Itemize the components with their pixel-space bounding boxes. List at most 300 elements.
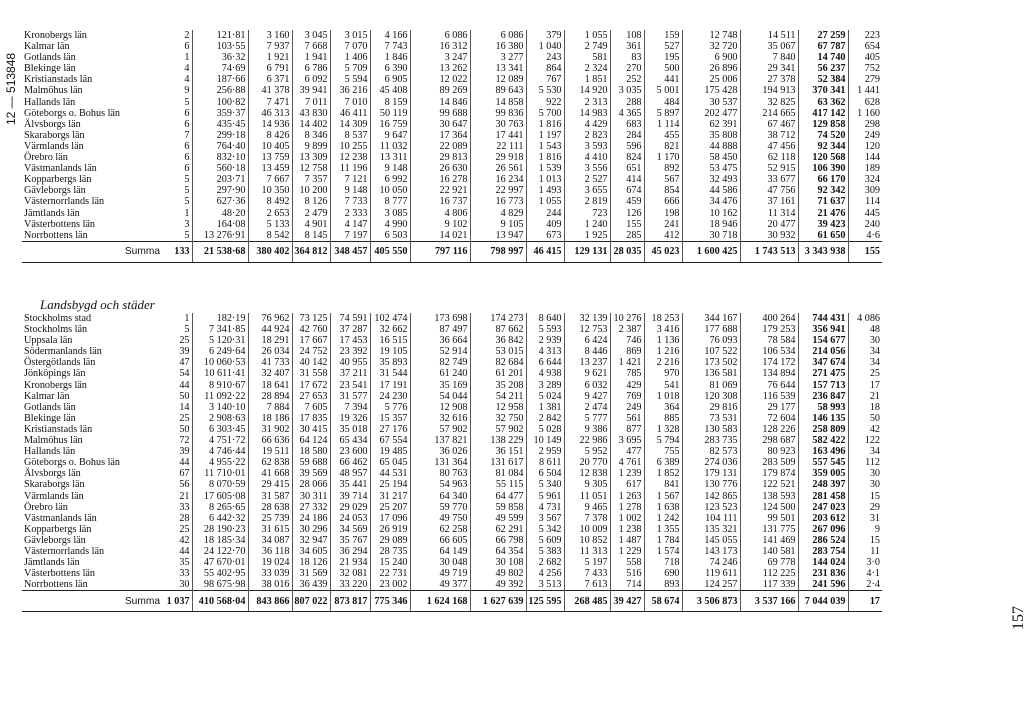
cell-value: 1 242 — [644, 513, 682, 524]
table-row — [22, 335, 882, 346]
cell-value: 33 220 — [330, 579, 370, 591]
cell-value: 299·18 — [192, 130, 248, 141]
table-row — [22, 380, 882, 391]
cell-value: 824 — [610, 152, 644, 163]
cell-value: 673 — [526, 230, 564, 242]
sum-value: 380 402 — [248, 241, 292, 262]
cell-value: 755 — [644, 446, 682, 457]
cell-value: 42 760 — [292, 324, 330, 335]
sum-value: 1 624 168 — [410, 591, 470, 612]
cell-value: 34 — [869, 357, 880, 369]
sum-value: 268 485 — [564, 591, 610, 612]
cell-value: 885 — [644, 413, 682, 424]
cell-value: 64 477 — [470, 491, 526, 502]
cell-value: 44 888 — [682, 141, 740, 152]
cell-value: 34 605 — [292, 546, 330, 557]
county-name: Västmanlands län — [24, 163, 97, 175]
table-row — [22, 41, 882, 52]
cell-value: 6 086 — [410, 30, 470, 41]
cell-value: 561 — [610, 413, 644, 424]
cell-value: 17 835 — [292, 413, 330, 424]
sum-value: 775 346 — [370, 591, 410, 612]
cell-value: 1 055 — [564, 30, 610, 41]
cell-value: 9 102 — [410, 219, 470, 230]
cell-value: 27 176 — [370, 424, 410, 435]
cell-value: 690 — [644, 568, 682, 579]
table-row — [22, 479, 882, 490]
cell-value: 2 939 — [526, 335, 564, 346]
sum-value: 797 116 — [410, 241, 470, 262]
table-row — [22, 196, 882, 207]
cell-value: 36 664 — [410, 335, 470, 346]
cell-value: 12 908 — [410, 402, 470, 413]
cell-value: 1 355 — [644, 524, 682, 535]
cell-value: 7 357 — [292, 174, 330, 185]
cell-value: 445 — [864, 207, 880, 219]
cell-value: 34 — [869, 446, 880, 458]
cell-value: 47 — [162, 357, 192, 368]
cell-value: 6 503 — [370, 230, 410, 242]
cell-value: 16 773 — [470, 196, 526, 207]
cell-value: 1 055 — [526, 196, 564, 207]
cell-value: 6 — [162, 41, 192, 52]
table-row — [22, 368, 882, 379]
cell-value: 683 — [610, 119, 644, 130]
cell-value: 203·71 — [192, 174, 248, 185]
table-row — [22, 141, 882, 152]
cell-value: 74 520 — [798, 130, 848, 141]
cell-value: 17 191 — [370, 380, 410, 391]
cell-value: 7 733 — [330, 196, 370, 207]
cell-value: 29 341 — [740, 63, 798, 74]
cell-value: 24 122·70 — [192, 546, 248, 557]
cell-value: 5 — [162, 97, 192, 108]
cell-value: 4 429 — [564, 119, 610, 130]
cell-value: 1 — [162, 313, 192, 324]
cell-value: 25 207 — [370, 502, 410, 513]
cell-value: 140 581 — [740, 546, 798, 557]
cell-value: 137 821 — [410, 435, 470, 446]
cell-value: 1 487 — [610, 535, 644, 546]
cell-value: 6 390 — [370, 63, 410, 74]
cell-value: 18 291 — [248, 335, 292, 346]
cell-value: 134 894 — [740, 368, 798, 379]
sum-value: 3 537 166 — [740, 591, 798, 612]
cell-value: 8 426 — [248, 130, 292, 141]
cell-value: 154 677 — [798, 335, 848, 346]
cell-value: 4 761 — [610, 457, 644, 468]
cell-value: 527 — [644, 41, 682, 52]
cell-value: 10 200 — [292, 185, 330, 196]
county-name: Blekinge län — [24, 63, 76, 75]
cell-value: 36 216 — [330, 85, 370, 96]
cell-value: 38 712 — [740, 130, 798, 141]
cell-value: 4 746·44 — [192, 446, 248, 457]
county-name: Jämtlands län — [24, 557, 80, 569]
cell-value: 5 — [162, 230, 192, 242]
cell-value: 120 308 — [682, 391, 740, 402]
sum-value: 133 — [162, 241, 192, 262]
table-row — [22, 535, 882, 546]
cell-value: 223 — [864, 30, 880, 41]
cell-value: 126 — [610, 208, 644, 219]
cell-value: 44 — [162, 457, 192, 468]
cell-value: 112 225 — [740, 568, 798, 579]
cell-value: 1 160 — [857, 107, 880, 119]
county-name: Jönköpings län — [24, 368, 86, 380]
cell-value: 31 544 — [370, 368, 410, 379]
table-row — [22, 457, 882, 468]
cell-value: 73 125 — [292, 313, 330, 324]
cell-value: 764·40 — [192, 141, 248, 152]
county-name: Göteborgs o. Bohus län — [24, 457, 121, 469]
table-row — [22, 568, 882, 579]
cell-value: 30 — [869, 479, 880, 491]
cell-value: 4 410 — [564, 152, 610, 163]
table-row — [22, 546, 882, 557]
cell-value: 6 786 — [292, 63, 330, 74]
cell-value: 55 115 — [470, 479, 526, 490]
cell-value: 26 919 — [370, 524, 410, 535]
cell-value: 144 024 — [798, 557, 848, 568]
cell-value: 71 637 — [798, 196, 848, 207]
cell-value: 39 941 — [292, 85, 330, 96]
cell-value: 22 111 — [470, 141, 526, 152]
cell-value: 18 946 — [682, 219, 740, 230]
cell-value: 746 — [610, 335, 644, 346]
cell-value: 6 032 — [564, 380, 610, 391]
cell-value: 10 276 — [610, 313, 644, 324]
cell-value: 13 341 — [470, 63, 526, 74]
cell-value: 89 643 — [470, 85, 526, 96]
cell-value: 723 — [564, 208, 610, 219]
cell-value: 3 — [162, 219, 192, 230]
cell-value: 249 — [610, 402, 644, 413]
cell-value: 11 314 — [740, 208, 798, 219]
cell-value: 22 921 — [410, 185, 470, 196]
cell-value: 74 246 — [682, 557, 740, 568]
cell-value: 17 096 — [370, 513, 410, 524]
cell-value: 4 256 — [526, 568, 564, 579]
sum-value: 46 415 — [526, 241, 564, 262]
cell-value: 7 341·85 — [192, 324, 248, 335]
cell-value: 31 — [869, 512, 880, 524]
cell-value: 581 — [564, 52, 610, 63]
cell-value: 73 531 — [682, 413, 740, 424]
cell-value: 9 148 — [330, 185, 370, 196]
cell-value: 25 — [162, 335, 192, 346]
cell-value: 1 493 — [526, 185, 564, 196]
cell-value: 14 858 — [470, 97, 526, 108]
cell-value: 120 — [864, 140, 880, 152]
cell-value: 76 093 — [682, 335, 740, 346]
cell-value: 116 539 — [740, 391, 798, 402]
cell-value: 6 905 — [370, 74, 410, 85]
cell-value: 138 229 — [470, 435, 526, 446]
cell-value: 5 530 — [526, 85, 564, 96]
cell-value: 6 — [162, 108, 192, 119]
cell-value: 5 342 — [526, 524, 564, 535]
cell-value: 240 — [864, 218, 880, 230]
cell-value: 4 166 — [370, 30, 410, 41]
cell-value: 5 028 — [526, 424, 564, 435]
cell-value: 361 — [610, 41, 644, 52]
cell-value: 370 341 — [798, 85, 848, 96]
cell-value: 35 018 — [330, 424, 370, 435]
cell-value: 62 258 — [410, 524, 470, 535]
cell-value: 6 389 — [644, 457, 682, 468]
cell-value: 35 441 — [330, 479, 370, 490]
cell-value: 47 456 — [740, 141, 798, 152]
cell-value: 98 675·98 — [192, 579, 248, 591]
cell-value: 477 — [610, 446, 644, 457]
cell-value: 11 710·01 — [192, 468, 248, 479]
cell-value: 67 — [162, 468, 192, 479]
cell-value: 32 407 — [248, 368, 292, 379]
cell-value: 17 667 — [292, 335, 330, 346]
cell-value: 122 521 — [740, 479, 798, 490]
cell-value: 32 825 — [740, 97, 798, 108]
county-name: Gävleborgs län — [24, 534, 86, 546]
cell-value: 18 641 — [248, 380, 292, 391]
cell-value: 5 — [162, 174, 192, 185]
cell-value: 6 371 — [248, 74, 292, 85]
cell-value: 249 — [864, 129, 880, 141]
county-name: Älvsborgs län — [24, 118, 81, 130]
cell-value: 21 — [869, 390, 880, 402]
cell-value: 46 411 — [330, 108, 370, 119]
cell-value: 429 — [610, 380, 644, 391]
cell-value: 12 753 — [564, 324, 610, 335]
cell-value: 18 580 — [292, 446, 330, 457]
cell-value: 15 357 — [370, 413, 410, 424]
cell-value: 2 527 — [564, 174, 610, 185]
cell-value: 146 135 — [798, 413, 848, 424]
cell-value: 285 — [610, 230, 644, 242]
cell-value: 48 957 — [330, 468, 370, 479]
cell-value: 8 265·65 — [192, 502, 248, 513]
cell-value: 267 096 — [798, 524, 848, 535]
cell-value: 56 — [162, 479, 192, 490]
cell-value: 30 296 — [292, 524, 330, 535]
cell-value: 10 060·53 — [192, 357, 248, 368]
cell-value: 3 567 — [526, 513, 564, 524]
cell-value: 39 714 — [330, 491, 370, 502]
cell-value: 64 340 — [410, 491, 470, 502]
cell-value: 23 541 — [330, 380, 370, 391]
cell-value: 11 313 — [564, 546, 610, 557]
cell-value: 1 — [162, 208, 192, 219]
cell-value: 3 015 — [330, 30, 370, 41]
cell-value: 284 — [610, 130, 644, 141]
cell-value: 50 119 — [370, 108, 410, 119]
cell-value: 53 475 — [682, 163, 740, 174]
cell-value: 6 791 — [248, 63, 292, 74]
cell-value: 27 653 — [292, 391, 330, 402]
cell-value: 7 378 — [564, 513, 610, 524]
cell-value: 3 140·10 — [192, 402, 248, 413]
cell-value: 19 326 — [330, 413, 370, 424]
sum-value: 873 817 — [330, 591, 370, 612]
cell-value: 52 915 — [740, 163, 798, 174]
cell-value: 27 378 — [740, 74, 798, 85]
cell-value: 14 — [162, 402, 192, 413]
cell-value: 24 752 — [292, 346, 330, 357]
cell-value: 7 433 — [564, 568, 610, 579]
cell-value: 143 173 — [682, 546, 740, 557]
cell-value: 175 428 — [682, 85, 740, 96]
cell-value: 37 161 — [740, 196, 798, 207]
cell-value: 31 217 — [370, 491, 410, 502]
cell-value: 9 105 — [470, 219, 526, 230]
cell-value: 52 914 — [410, 346, 470, 357]
cell-value: 35 169 — [410, 380, 470, 391]
cell-value: 25 — [162, 413, 192, 424]
cell-value: 6 249·64 — [192, 346, 248, 357]
cell-value: 62 391 — [682, 119, 740, 130]
cell-value: 50 — [162, 391, 192, 402]
cell-value: 2 823 — [564, 130, 610, 141]
cell-value: 87 662 — [470, 324, 526, 335]
cell-value: 72 — [162, 435, 192, 446]
cell-value: 50 — [162, 424, 192, 435]
cell-value: 106 390 — [798, 163, 848, 174]
cell-value: 72 604 — [740, 413, 798, 424]
cell-value: 6 — [162, 163, 192, 174]
cell-value: 347 674 — [798, 357, 848, 368]
cell-value: 9 305 — [564, 479, 610, 490]
cell-value: 3 416 — [644, 324, 682, 335]
cell-value: 1 170 — [644, 152, 682, 163]
cell-value: 117 339 — [740, 579, 798, 591]
table-row — [22, 230, 882, 242]
cell-value: 1 — [162, 52, 192, 63]
cell-value: 54 — [162, 368, 192, 379]
cell-value: 58 450 — [682, 152, 740, 163]
sum-label: Summa — [22, 591, 162, 612]
cell-value: 4 901 — [292, 219, 330, 230]
cell-value: 122 — [864, 435, 880, 447]
cell-value: 42 — [869, 423, 880, 435]
cell-value: 7 668 — [292, 41, 330, 52]
county-name: Hallands län — [24, 446, 76, 458]
table-row — [22, 424, 882, 435]
cell-value: 6 092 — [292, 74, 330, 85]
cell-value: 1 846 — [370, 52, 410, 63]
cell-value: 66 462 — [330, 457, 370, 468]
cell-value: 714 — [610, 579, 644, 591]
cell-value: 59 688 — [292, 457, 330, 468]
cell-value: 61 201 — [470, 368, 526, 379]
cell-value: 27 332 — [292, 502, 330, 513]
sum-value: 348 457 — [330, 241, 370, 262]
cell-value: 893 — [644, 579, 682, 591]
cell-value: 674 — [610, 185, 644, 196]
table-row — [22, 468, 882, 479]
cell-value: 3 289 — [526, 380, 564, 391]
cell-value: 4·1 — [866, 568, 880, 580]
cell-value: 16 278 — [410, 174, 470, 185]
cell-value: 25 006 — [682, 74, 740, 85]
cell-value: 59 858 — [470, 502, 526, 513]
cell-value: 3 160 — [248, 30, 292, 41]
cell-value: 29 816 — [682, 402, 740, 413]
cell-value: 11 051 — [564, 491, 610, 502]
cell-value: 67 554 — [370, 435, 410, 446]
table-row — [22, 63, 882, 74]
cell-value: 364 — [644, 402, 682, 413]
cell-value: 15 — [869, 534, 880, 546]
cell-value: 7 613 — [564, 579, 610, 591]
cell-value: 26 896 — [682, 63, 740, 74]
cell-value: 258 809 — [798, 424, 848, 435]
cell-value: 7 743 — [370, 41, 410, 52]
cell-value: 195 — [644, 52, 682, 63]
cell-value: 57 902 — [470, 424, 526, 435]
table-row — [22, 185, 882, 196]
cell-value: 138 593 — [740, 491, 798, 502]
cell-value: 7 884 — [248, 402, 292, 413]
cell-value: 4 990 — [370, 219, 410, 230]
cell-value: 34 476 — [682, 196, 740, 207]
cell-value: 500 — [644, 63, 682, 74]
cell-value: 40 955 — [330, 357, 370, 368]
cell-value: 43 830 — [292, 108, 330, 119]
cell-value: 1 441 — [857, 85, 880, 97]
cell-value: 131 617 — [470, 457, 526, 468]
cell-value: 17 364 — [410, 130, 470, 141]
cell-value: 34 087 — [248, 535, 292, 546]
cell-value: 298 — [864, 118, 880, 130]
cell-value: 1 216 — [644, 346, 682, 357]
cell-value: 31 558 — [292, 368, 330, 379]
cell-value: 10 050 — [370, 185, 410, 196]
cell-value: 4 829 — [470, 208, 526, 219]
sum-value: 3 506 873 — [682, 591, 740, 612]
cell-value: 5 133 — [248, 219, 292, 230]
cell-value: 12 758 — [292, 163, 330, 174]
cell-value: 29 813 — [410, 152, 470, 163]
cell-value: 628 — [864, 96, 880, 108]
cell-value: 32 139 — [564, 313, 610, 324]
cell-value: 83 — [610, 52, 644, 63]
sum-value: 1 037 — [162, 591, 192, 612]
county-name: Kopparbergs län — [24, 174, 92, 186]
sum-value: 28 035 — [610, 241, 644, 262]
cell-value: 417 142 — [798, 108, 848, 119]
cell-value: 36 439 — [292, 579, 330, 591]
cell-value: 34 — [869, 346, 880, 358]
cell-value: 30 932 — [740, 230, 798, 242]
cell-value: 244 — [526, 208, 564, 219]
cell-value: 106 534 — [740, 346, 798, 357]
cell-value: 28 190·23 — [192, 524, 248, 535]
table-row — [22, 324, 882, 335]
cell-value: 129 858 — [798, 119, 848, 130]
cell-value: 435·45 — [192, 119, 248, 130]
cell-value: 48 — [869, 324, 880, 336]
table-row — [22, 557, 882, 568]
cell-value: 1 816 — [526, 119, 564, 130]
sum-value: 58 674 — [644, 591, 682, 612]
cell-value: 12 022 — [410, 74, 470, 85]
cell-value: 869 — [610, 346, 644, 357]
county-name: Kronobergs län — [24, 379, 87, 391]
cell-value: 28 638 — [248, 502, 292, 513]
sum-value: 843 866 — [248, 591, 292, 612]
cell-value: 198 — [644, 208, 682, 219]
cell-value: 54 211 — [470, 391, 526, 402]
